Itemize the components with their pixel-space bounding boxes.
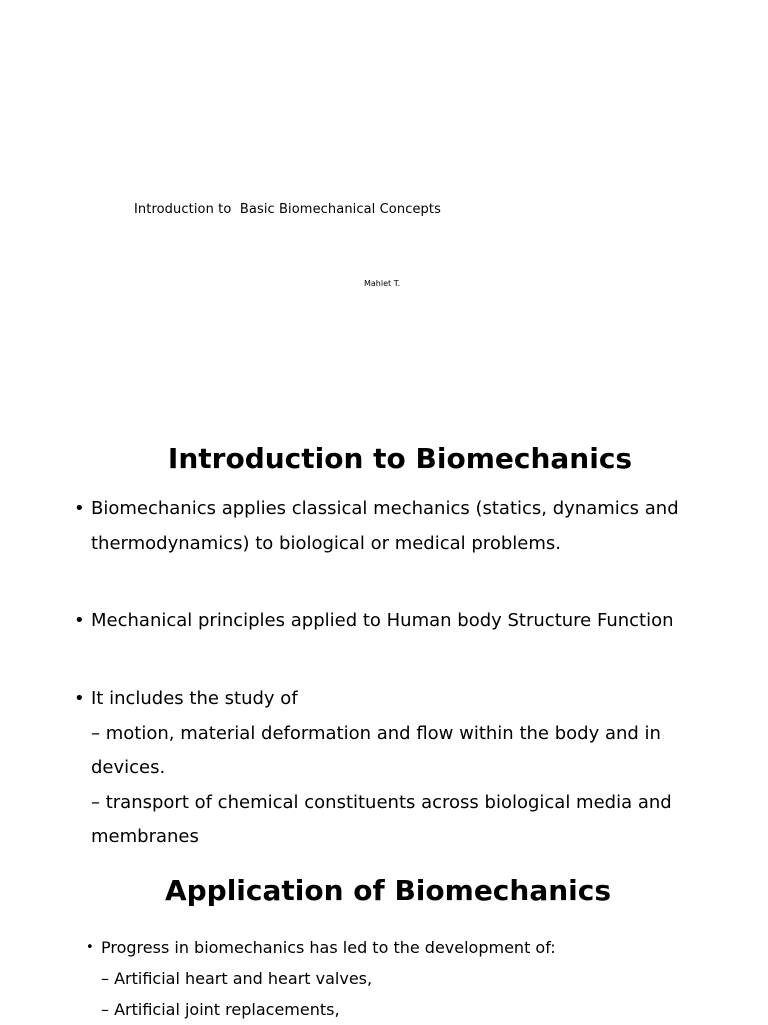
bullet-text: Progress in biomechanics has led to the development of: bbox=[101, 938, 556, 957]
sub-item: – transport of chemical constituents across biological media and membranes bbox=[91, 791, 672, 847]
bullet-dot-icon: • bbox=[74, 498, 85, 519]
bullet-dot-icon: • bbox=[86, 940, 94, 955]
bullet-item bbox=[74, 492, 691, 561]
document-title: Introduction to Basic Biomechanical Concepts bbox=[134, 202, 441, 217]
sub-item: – motion, material deformation and flow within the body and in devices. bbox=[91, 722, 661, 778]
bullet-text-group bbox=[91, 682, 691, 855]
bullet-dot-icon: • bbox=[74, 688, 85, 709]
bullet-item bbox=[74, 682, 691, 855]
bullet-item bbox=[74, 604, 691, 639]
bullet-item bbox=[86, 932, 721, 963]
bullet-text: Biomechanics applies classical mechanics (statics, dynamics and thermodynamics) to biological or medical problems. bbox=[91, 498, 679, 554]
bullet-dot-icon: • bbox=[74, 610, 85, 631]
author-name: Mahlet T. bbox=[364, 279, 401, 288]
sub-item: – Artificial joint replacements, bbox=[101, 1000, 340, 1019]
sub-item: – Artificial heart and heart valves, bbox=[101, 969, 373, 988]
slide-title-application: Application of Biomechanics bbox=[164, 874, 612, 907]
bullet-text: It includes the study of bbox=[91, 688, 298, 709]
slide-title-introduction: Introduction to Biomechanics bbox=[167, 442, 633, 475]
bullet-text: Mechanical principles applied to Human body Structure Function bbox=[91, 610, 674, 631]
